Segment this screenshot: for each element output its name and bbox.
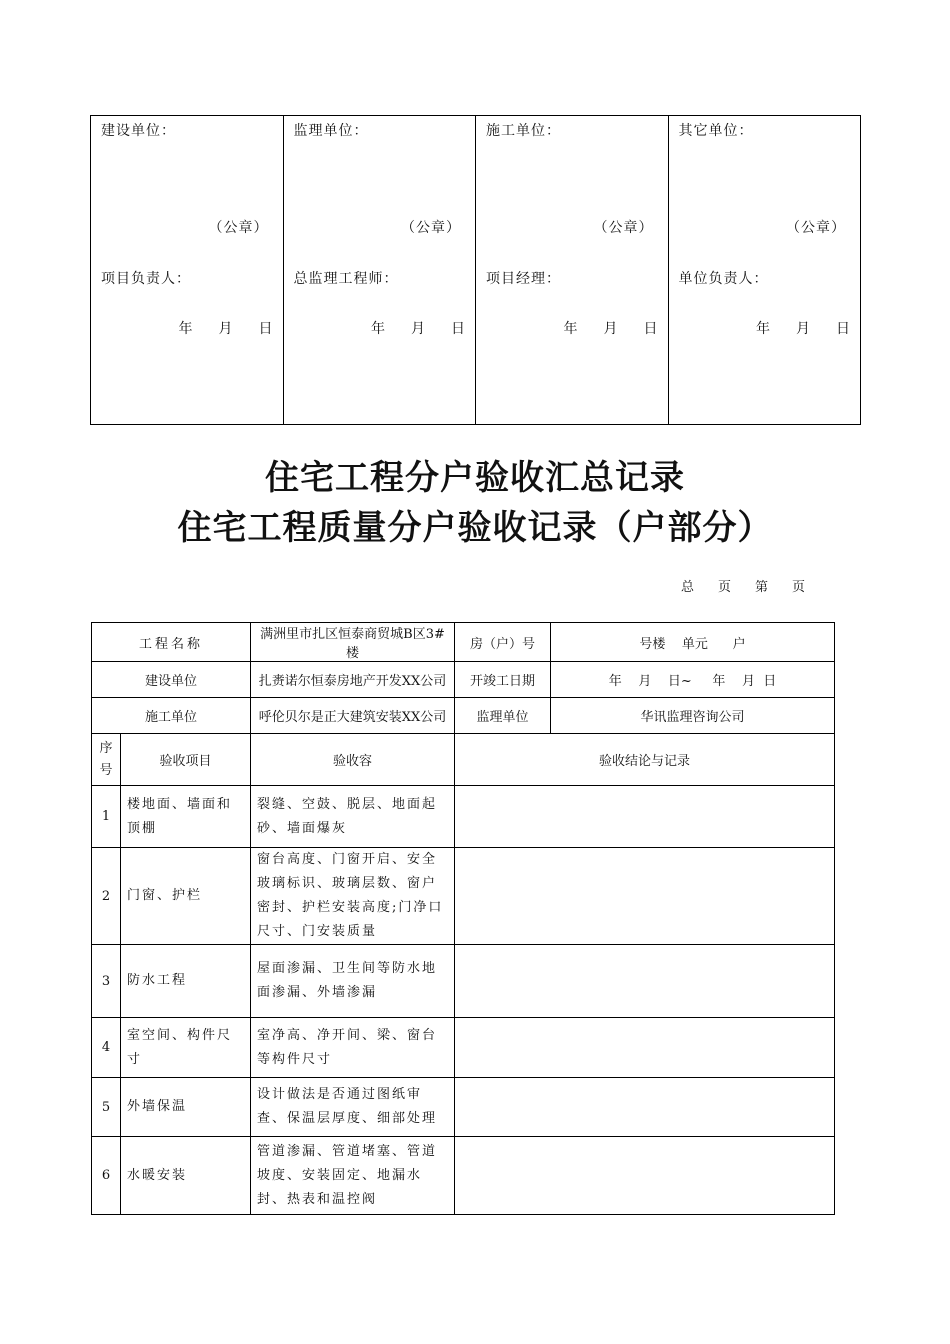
date-line bbox=[564, 318, 658, 338]
document-subtitle: 住宅工程质量分户验收记录（户部分） bbox=[177, 508, 773, 548]
info-row-builder bbox=[92, 662, 835, 698]
row-content: 管道渗漏、管道堵塞、管道坡度、安装固定、地漏水封、热表和温控阀 bbox=[251, 1137, 455, 1215]
row-content: 设计做法是否通过图纸审查、保温层厚度、细部处理 bbox=[251, 1078, 455, 1137]
row-result[interactable] bbox=[455, 1137, 835, 1215]
row-no: 1 bbox=[92, 786, 121, 848]
header-result: 验收结论与记录 bbox=[455, 734, 835, 786]
date-month: 月 bbox=[796, 321, 810, 337]
date-year: 年 bbox=[563, 321, 578, 337]
header-content: 验收容 bbox=[251, 734, 455, 786]
date-day: 日 bbox=[643, 321, 658, 337]
date-day: 日 bbox=[451, 321, 465, 337]
person-label: 总监理工程师： bbox=[293, 271, 399, 287]
signature-column-contractor bbox=[476, 116, 669, 424]
table-row bbox=[92, 848, 835, 945]
seal-label: （公章） bbox=[401, 220, 461, 236]
date-year: 年 bbox=[178, 321, 193, 337]
table-row bbox=[92, 1018, 835, 1078]
info-row-project bbox=[92, 623, 835, 662]
header-item: 验收项目 bbox=[121, 734, 251, 786]
row-item: 楼地面、墙面和顶棚 bbox=[121, 786, 251, 848]
date-month: 月 bbox=[603, 321, 618, 337]
row-no: 6 bbox=[92, 1137, 121, 1215]
supervisor-value: 华讯监理咨询公司 bbox=[551, 698, 835, 734]
person-label: 项目经理： bbox=[486, 271, 561, 287]
builder-label: 建设单位 bbox=[92, 662, 251, 698]
header-no: 序号 bbox=[92, 734, 121, 786]
row-item: 门窗、护栏 bbox=[121, 848, 251, 945]
page-total-label: 总 bbox=[680, 580, 694, 595]
date-line bbox=[756, 318, 850, 338]
project-name-value: 满洲里市扎区恒泰商贸城B区3#楼 bbox=[251, 623, 455, 662]
period-label: 开竣工日期 bbox=[455, 662, 551, 698]
seal-label: （公章） bbox=[593, 220, 654, 236]
date-day: 日 bbox=[258, 321, 273, 337]
signature-table bbox=[90, 115, 861, 425]
house-no-label: 房（户）号 bbox=[455, 623, 551, 662]
project-name-label: 工程名称 bbox=[92, 623, 251, 662]
date-year: 年 bbox=[371, 321, 385, 337]
date-month: 月 bbox=[218, 321, 233, 337]
page-nth-label: 第 bbox=[754, 580, 768, 595]
row-no: 5 bbox=[92, 1078, 121, 1137]
document-title: 住宅工程分户验收汇总记录 bbox=[265, 458, 685, 498]
row-result[interactable] bbox=[455, 848, 835, 945]
table-row bbox=[92, 786, 835, 848]
contractor-label: 施工单位 bbox=[92, 698, 251, 734]
row-item: 室空间、构件尺寸 bbox=[121, 1018, 251, 1078]
table-header-row bbox=[92, 734, 835, 786]
seal-label: （公章） bbox=[786, 220, 846, 236]
row-content: 屋面渗漏、卫生间等防水地面渗漏、外墙渗漏 bbox=[251, 945, 455, 1018]
row-no: 3 bbox=[92, 945, 121, 1018]
house-no-value: 号楼 单元 户 bbox=[551, 623, 835, 662]
row-content: 裂缝、空鼓、脱层、地面起砂、墙面爆灰 bbox=[251, 786, 455, 848]
table-row bbox=[92, 1078, 835, 1137]
page-counter bbox=[681, 576, 805, 595]
date-line bbox=[179, 318, 273, 338]
inspection-table bbox=[91, 622, 835, 1215]
supervisor-label: 监理单位 bbox=[455, 698, 551, 734]
page-unit-label: 页 bbox=[791, 580, 805, 595]
row-item: 外墙保温 bbox=[121, 1078, 251, 1137]
person-label: 项目负责人： bbox=[101, 271, 191, 287]
period-value: 年 月 日~ 年 月 日 bbox=[551, 662, 835, 698]
org-label: 监理单位： bbox=[293, 123, 369, 139]
date-day: 日 bbox=[836, 321, 850, 337]
row-result[interactable] bbox=[455, 786, 835, 848]
contractor-value: 呼伦贝尔是正大建筑安装XX公司 bbox=[251, 698, 455, 734]
page-unit-label: 页 bbox=[717, 580, 731, 595]
row-result[interactable] bbox=[455, 1018, 835, 1078]
row-content: 窗台高度、门窗开启、安全玻璃标识、玻璃层数、窗户密封、护栏安装高度;门净口尺寸、门安装质量 bbox=[251, 848, 455, 945]
seal-label: （公章） bbox=[208, 220, 269, 236]
date-year: 年 bbox=[756, 321, 770, 337]
builder-value: 扎赉诺尔恒泰房地产开发XX公司 bbox=[251, 662, 455, 698]
row-result[interactable] bbox=[455, 945, 835, 1018]
row-content: 室净高、净开间、梁、窗台等构件尺寸 bbox=[251, 1018, 455, 1078]
org-label: 施工单位： bbox=[486, 123, 561, 139]
date-month: 月 bbox=[411, 321, 425, 337]
row-item: 防水工程 bbox=[121, 945, 251, 1018]
table-row bbox=[92, 1137, 835, 1215]
row-no: 2 bbox=[92, 848, 121, 945]
info-row-contractor bbox=[92, 698, 835, 734]
signature-column-builder bbox=[91, 116, 284, 424]
table-row bbox=[92, 945, 835, 1018]
date-line bbox=[371, 318, 465, 338]
org-label: 其它单位： bbox=[678, 123, 754, 139]
signature-column-supervisor bbox=[284, 116, 477, 424]
row-no: 4 bbox=[92, 1018, 121, 1078]
person-label: 单位负责人： bbox=[678, 271, 769, 287]
row-item: 水暖安装 bbox=[121, 1137, 251, 1215]
signature-column-other bbox=[669, 116, 861, 424]
org-label: 建设单位： bbox=[101, 123, 176, 139]
row-result[interactable] bbox=[455, 1078, 835, 1137]
